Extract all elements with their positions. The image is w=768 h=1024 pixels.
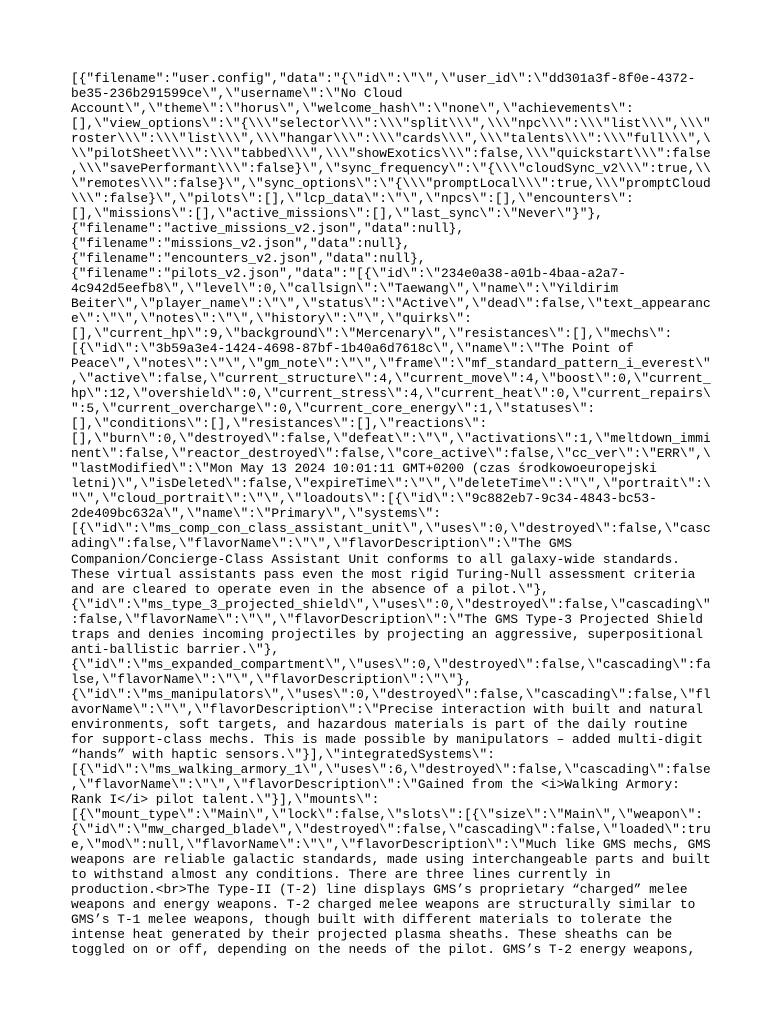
raw-json-text: [{"filename":"user.config","data":"{\"id\":\"\",\"user_id\":\"dd301a3f-8f0e-4372- be35-236b291599ce\",\"username\":\"No Cloud Account\",\"theme\":\"horus\",\"welcome_hash\":\"none\",\"achievements\": [],\"view_options\":\"{\\\"selector\\\":\\\"split\\\",\\\"npc\\\":\\\"list\\\",\\\" roster\\\":\\\"list\\\",\\\"hangar\\\":\\\"cards\\\",\\\"talents\\\":\\\"full\\\",\ \\"pilotSheet\\\":\\\"tabbed\\\",\\\"showExotics\\\":false,\\\"quickstart\\\":false ,\\\"savePerformant\\\":false}\",\"sync_frequency\":\"{\\\"cloudSync_v2\\\":true,\\ \"remotes\\\":false}\",\"sync_options\":\"{\\\"promptLocal\\\":true,\\\"promptCloud \\\":false}\",\"pilots\":[],\"lcp_data\":\"\",\"npcs\":[],\"encounters\": [],\"missions\":[],\"active_missions\":[],\"last_sync\":\"Never\"}"}, {"filename":"active_missions_v2.json","data":null}, {"filename":"missions_v2.json","data":null}, {"filename":"encounters_v2.json","data":null}, {"filename":"pilots_v2.json","data":"[{\"id\":\"234e0a38-a01b-4baa-a2a7- 4c942d5eefb8\",\"level\":0,\"callsign\":\"Taewang\",\"name\":\"Yildirim Beiter\",\"player_name\":\"\",\"status\":\"Active\",\"dead\":false,\"text_appearanc e\":\"\",\"notes\":\"\",\"history\":\"\",\"quirks\": [],\"current_hp\":9,\"background\":\"Mercenary\",\"resistances\":[],\"mechs\": [{\"id\":\"3b59a3e4-1424-4698-87bf-1b40a6d7618c\",\"name\":\"The Point of Peace\",\"notes\":\"\",\"gm_note\":\"\",\"frame\":\"mf_standard_pattern_i_everest\" ,\"active\":false,\"current_structure\":4,\"current_move\":4,\"boost\":0,\"current_ hp\":12,\"overshield\":0,\"current_stress\":4,\"current_heat\":0,\"current_repairs\ ":5,\"current_overcharge\":0,\"current_core_energy\":1,\"statuses\": [],\"conditions\":[],\"resistances\":[],\"reactions\": [],\"burn\":0,\"destroyed\":false,\"defeat\":\"\",\"activations\":1,\"meltdown_immi nent\":false,\"reactor_destroyed\":false,\"core_active\":false,\"cc_ver\":\"ERR\",\ "lastModified\":\"Mon May 13 2024 10:01:11 GMT+0200 (czas środkowoeuropejski letni)\",\"isDeleted\":false,\"expireTime\":\"\",\"deleteTime\":\"\",\"portrait\":\ "\",\"cloud_portrait\":\"\",\"loadouts\":[{\"id\":\"9c882eb7-9c34-4843-bc53- 2de409bc632a\",\"name\":\"Primary\",\"systems\": [{\"id\":\"ms_comp_con_class_assistant_unit\",\"uses\":0,\"destroyed\":false,\"casc ading\":false,\"flavorName\":\"\",\"flavorDescription\":\"The GMS Companion/Concierge-Class Assistant Unit conforms to all galaxy-wide standards. These virtual assistants pass even the most rigid Turing-Null assessment criteria and are cleared to operate even in the absence of a pilot.\"}, {\"id\":\"ms_type_3_projected_shield\",\"uses\":0,\"destroyed\":false,\"cascading\" :false,\"flavorName\":\"\",\"flavorDescription\":\"The GMS Type-3 Projected Shield traps and denies incoming projectiles by projecting an aggressive, superpositional anti-ballistic barrier.\"}, {\"id\":\"ms_expanded_compartment\",\"uses\":0,\"destroyed\":false,\"cascading\":fa lse,\"flavorName\":\"\",\"flavorDescription\":\"\"}, {\"id\":\"ms_manipulators\",\"uses\":0,\"destroyed\":false,\"cascading\":false,\"fl avorName\":\"\",\"flavorDescription\":\"Precise interaction with built and natural environments, soft targets, and hazardous materials is part of the daily routine for support-class mechs. This is made possible by manipulators – added multi-digit “hands” with haptic sensors.\"}],\"integratedSystems\": [{\"id\":\"ms_walking_armory_1\",\"uses\":6,\"destroyed\":false,\"cascading\":false ,\"flavorName\":\"\",\"flavorDescription\":\"Gained from the <i>Walking Armory: Rank I</i> pilot talent.\"}],\"mounts\": [{\"mount_type\":\"Main\",\"lock\":false,\"slots\":[{\"size\":\"Main\",\"weapon\": {\"id\":\"mw_charged_blade\",\"destroyed\":false,\"cascading\":false,\"loaded\":tru e,\"mod\":null,\"flavorName\":\"\",\"flavorDescription\":\"Much like GMS mechs, GMS weapons are reliable galactic standards, made using interchangeable parts and built to withstand almost any conditions. There are three lines currently in production.<br>The Type-II (T-2) line displays GMS’s proprietary “charged” melee weapons and energy weapons. T-2 charged melee weapons are structurally similar to GMS’s T-1 melee weapons, though built with different materials to tolerate the intense heat generated by their projected plasma sheaths. These sheaths can be toggled on or off, depending on the needs of the pilot. GMS’s T-2 energy weapons, bbox=[71, 71, 711, 957]
